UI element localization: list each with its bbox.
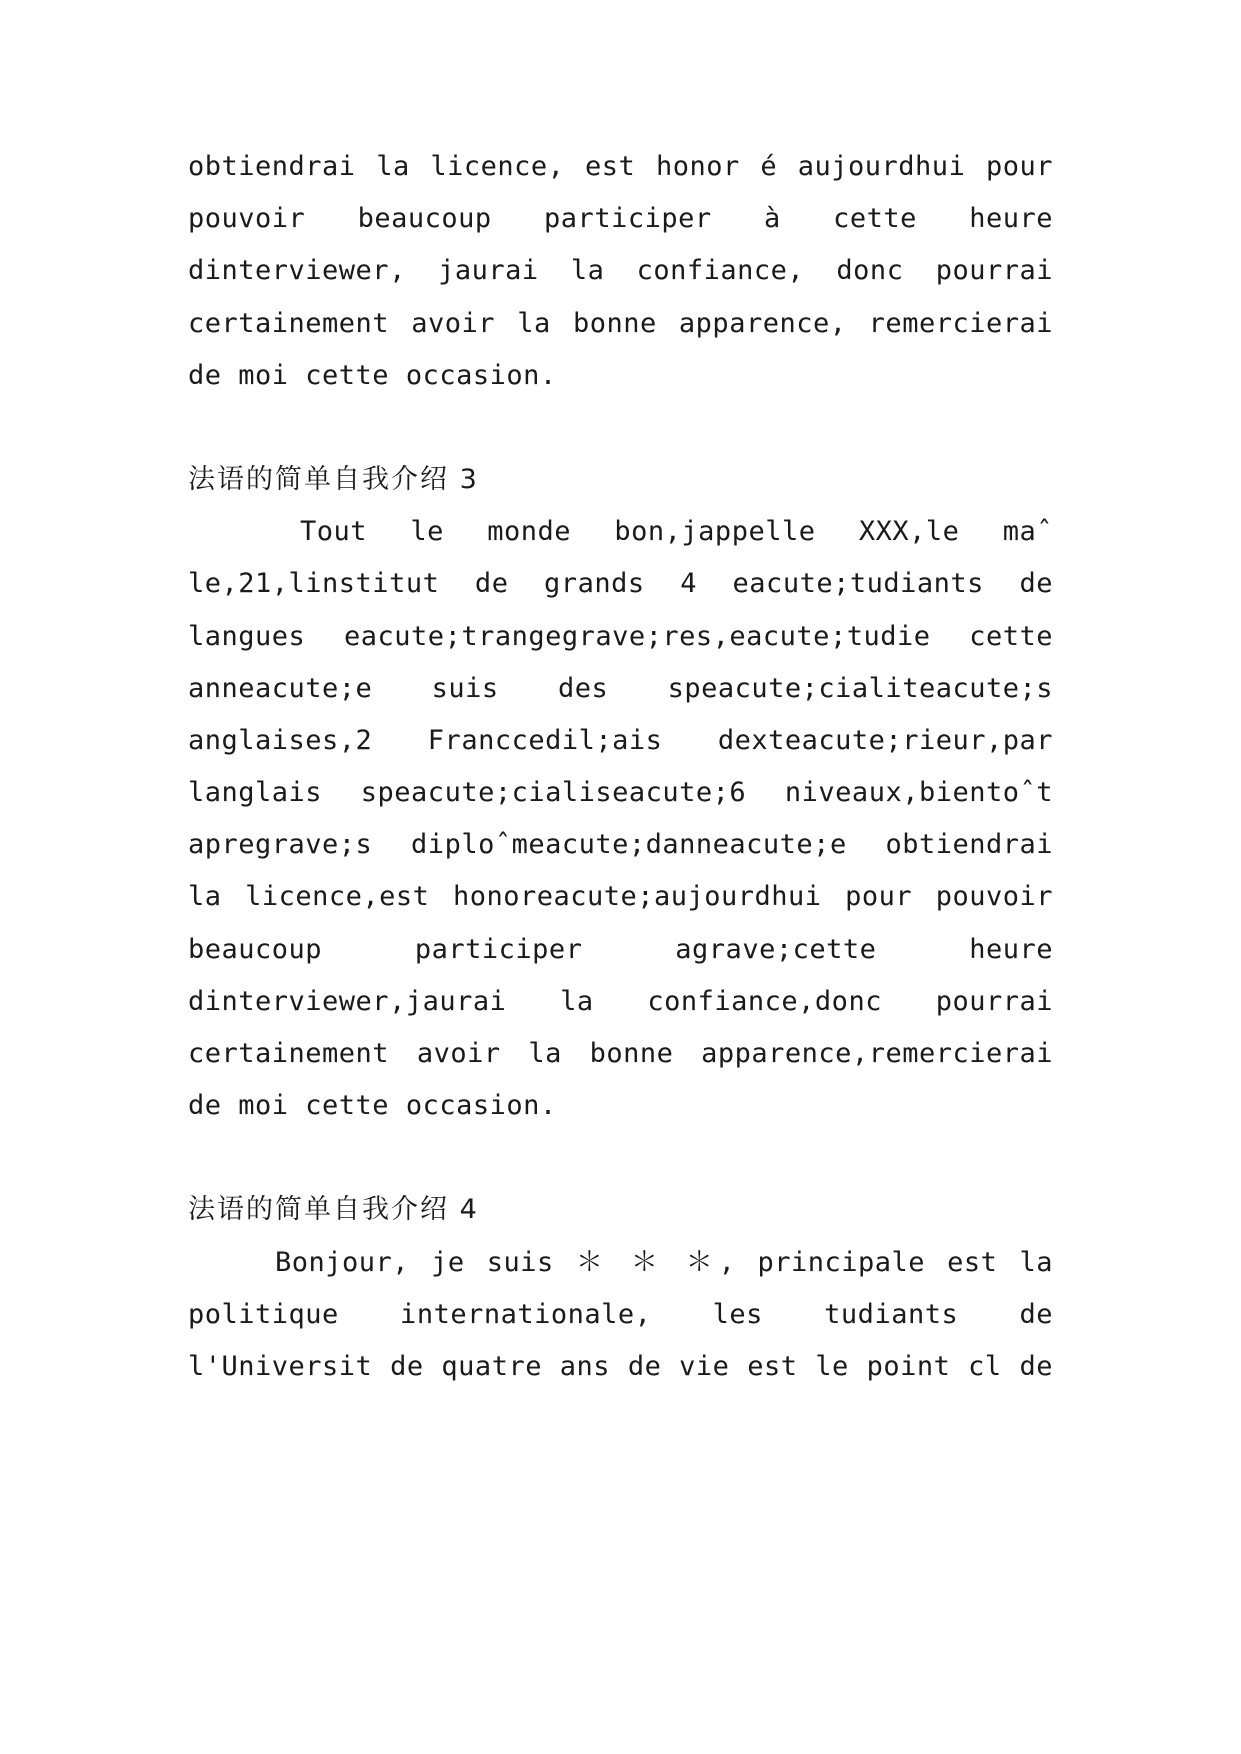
paragraph-line: de moi cette occasion. xyxy=(188,360,557,391)
section-heading: 法语的简单自我介绍 4 xyxy=(188,1194,479,1225)
paragraph-line: langues eacute;trangegrave;res,eacute;tudie cette xyxy=(188,621,1053,652)
paragraph-line: Tout le monde bon,jappelle XXX,le maˆ xyxy=(300,516,1053,547)
paragraph-line: pouvoir beaucoup participer à cette heure xyxy=(188,203,1053,234)
paragraph-line: le,21,linstitut de grands 4 eacute;tudiants de xyxy=(188,568,1053,599)
paragraph-line: obtiendrai la licence, est honor é aujourdhui pour xyxy=(188,151,1053,182)
paragraph-line: l'Universit de quatre ans de vie est le point cl de xyxy=(188,1351,1053,1382)
section-heading: 法语的简单自我介绍 3 xyxy=(188,464,479,495)
paragraph-line: certainement avoir la bonne apparence, remercierai xyxy=(188,308,1053,339)
paragraph-line: politique internationale, les tudiants de xyxy=(188,1299,1053,1330)
paragraph-line: dinterviewer, jaurai la confiance, donc pourrai xyxy=(188,255,1053,286)
paragraph-line: beaucoup participer agrave;cette heure xyxy=(188,934,1053,965)
paragraph-line: certainement avoir la bonne apparence,remercierai xyxy=(188,1038,1053,1069)
paragraph-line: apregrave;s diploˆmeacute;danneacute;e obtiendrai xyxy=(188,829,1053,860)
paragraph-line: anglaises,2 Franccedil;ais dexteacute;rieur,par xyxy=(188,725,1053,756)
paragraph-line: langlais speacute;cialiseacute;6 niveaux,bientoˆt xyxy=(188,777,1053,808)
paragraph-line: la licence,est honoreacute;aujourdhui pour pouvoir xyxy=(188,881,1053,912)
paragraph-line: anneacute;e suis des speacute;cialiteacute;s xyxy=(188,673,1053,704)
paragraph-line: Bonjour, je suis ＊ ＊ ＊, principale est la xyxy=(275,1247,1053,1278)
paragraph-line: de moi cette occasion. xyxy=(188,1090,557,1121)
paragraph-line: dinterviewer,jaurai la confiance,donc pourrai xyxy=(188,986,1053,1017)
